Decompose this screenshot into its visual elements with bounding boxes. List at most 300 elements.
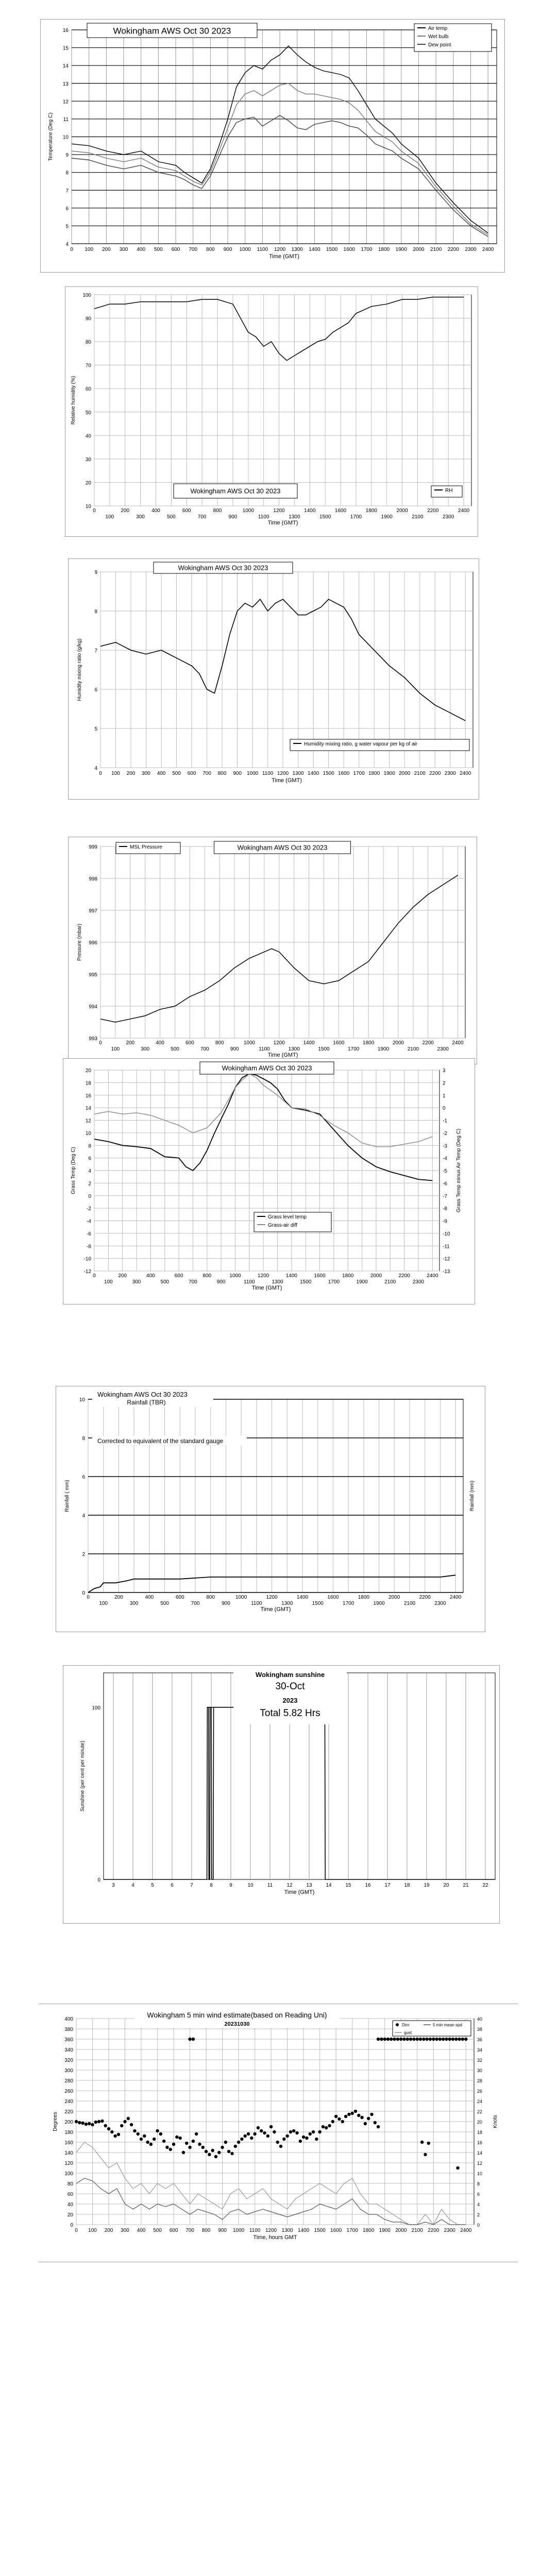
- x-tick-label: 200: [114, 1595, 123, 1600]
- chart-title: Wokingham AWS Oct 30 2023: [190, 487, 281, 495]
- y-tick-label: -6: [87, 1231, 91, 1237]
- chart-title: Wokingham AWS Oct 30 2023: [237, 843, 328, 852]
- direction-point: [94, 2121, 97, 2124]
- x-tick-label: 16: [365, 1883, 371, 1888]
- y-right-tick-label: -6: [443, 1181, 447, 1187]
- x-tick-label: 300: [142, 771, 150, 776]
- direction-point: [208, 2153, 211, 2156]
- x-tick-label: 400: [145, 1595, 154, 1600]
- y-tick-label: 996: [89, 940, 97, 946]
- y-tick-label: 5: [94, 726, 97, 732]
- y-tick-label: 12: [85, 1118, 91, 1124]
- direction-point: [435, 2038, 438, 2041]
- direction-point: [221, 2146, 224, 2149]
- direction-point: [390, 2038, 393, 2041]
- x-tick-label: 17: [384, 1883, 391, 1888]
- x-tick-label: 200: [118, 1273, 127, 1279]
- direction-point: [107, 2127, 110, 2130]
- x-tick-label: 2100: [414, 771, 426, 776]
- x-tick-label: 1800: [342, 1273, 354, 1279]
- chart-date: 30-Oct: [275, 1681, 305, 1692]
- y-tick-label: 997: [89, 908, 97, 914]
- x-tick-label: 300: [121, 2228, 129, 2233]
- direction-point: [438, 2038, 442, 2041]
- x-tick-label: 2100: [412, 514, 424, 520]
- x-tick-label: 1200: [274, 247, 286, 252]
- y-right-tick-label: 0: [477, 2223, 480, 2228]
- y-right-tick-label: -5: [443, 1168, 447, 1174]
- direction-point: [312, 2130, 315, 2133]
- x-tick-label: 700: [185, 2228, 194, 2233]
- legend-entry: Humidity mixing ratio, g water vapour per kg of air: [304, 741, 418, 747]
- direction-point: [442, 2038, 445, 2041]
- direction-point: [422, 2038, 425, 2041]
- y-tick-label: 14: [62, 63, 69, 70]
- direction-point: [117, 2133, 120, 2136]
- direction-point: [185, 2142, 188, 2145]
- x-axis-label: Time (GMT): [267, 1052, 298, 1058]
- humidity-chart: [65, 286, 478, 537]
- x-tick-label: 2000: [399, 771, 411, 776]
- y-axis-label: Degrees: [53, 2112, 58, 2131]
- direction-point: [153, 2138, 156, 2141]
- direction-point: [269, 2125, 273, 2128]
- direction-point: [100, 2120, 104, 2123]
- legend-entry: gust: [404, 2030, 412, 2035]
- chart-title: Wokingham 5 min wind estimate(based on Reading Uni): [147, 2011, 327, 2019]
- x-tick-label: 2400: [460, 771, 471, 776]
- temperature-chart: [40, 19, 505, 273]
- direction-point: [350, 2112, 353, 2115]
- x-tick-label: 2000: [370, 1273, 382, 1279]
- y-tick-label: 994: [89, 1004, 97, 1010]
- x-tick-label: 500: [160, 1279, 170, 1285]
- y-tick-label: 20: [67, 2212, 73, 2218]
- y-tick-label: 400: [64, 2016, 73, 2022]
- direction-point: [454, 2038, 458, 2041]
- direction-point: [292, 2129, 295, 2132]
- chart-title: Wokingham AWS Oct 30 2023: [97, 1391, 188, 1398]
- x-tick-label: 2300: [434, 1601, 446, 1606]
- x-tick-label: 400: [137, 247, 146, 252]
- x-tick-label: 1900: [395, 247, 407, 252]
- x-tick-label: 2300: [437, 1046, 449, 1052]
- direction-point: [412, 2038, 415, 2041]
- x-tick-label: 1700: [361, 247, 373, 252]
- direction-point: [81, 2122, 84, 2125]
- direction-point: [195, 2132, 198, 2136]
- x-tick-label: 300: [136, 514, 145, 520]
- direction-point: [380, 2038, 383, 2041]
- direction-point: [357, 2114, 360, 2117]
- direction-point: [370, 2113, 373, 2116]
- y-right-tick-label: -12: [443, 1256, 450, 1262]
- x-tick-label: 3: [112, 1883, 115, 1888]
- y-tick-label: 999: [89, 844, 97, 850]
- y-right-tick-label: -4: [443, 1156, 447, 1162]
- y-tick-label: 120: [64, 2161, 73, 2166]
- wind-chart: [52, 2009, 515, 2251]
- direction-point: [273, 2130, 276, 2133]
- direction-point: [354, 2110, 357, 2113]
- y-tick-label: 360: [64, 2037, 73, 2043]
- y-right-tick-label: -13: [443, 1269, 450, 1275]
- x-tick-label: 600: [187, 771, 196, 776]
- y-tick-label: 90: [85, 316, 91, 322]
- y-tick-label: 9: [94, 570, 97, 575]
- x-tick-label: 1300: [281, 1601, 293, 1606]
- direction-point: [409, 2038, 412, 2041]
- direction-point: [464, 2038, 467, 2041]
- x-tick-label: 100: [84, 247, 94, 252]
- x-axis-label: Time (GMT): [260, 1606, 291, 1613]
- direction-point: [97, 2120, 100, 2123]
- x-tick-label: 300: [119, 247, 128, 252]
- x-tick-label: 900: [233, 771, 242, 776]
- legend-entry: Grass level temp: [268, 1214, 307, 1220]
- direction-point: [240, 2138, 243, 2141]
- y-tick-label: 6: [65, 206, 69, 212]
- y-tick-label: 300: [64, 2068, 73, 2074]
- x-tick-label: 500: [153, 2228, 162, 2233]
- direction-point: [127, 2117, 130, 2120]
- y-tick-label: 320: [64, 2058, 73, 2063]
- direction-point: [360, 2116, 363, 2119]
- y-tick-label: 100: [92, 1705, 100, 1711]
- y-tick-label: 380: [64, 2027, 73, 2032]
- y-tick-label: -10: [83, 1256, 91, 1262]
- y-tick-label: 13: [62, 81, 69, 87]
- plot-area: [100, 572, 473, 768]
- direction-point: [427, 2142, 430, 2145]
- x-tick-label: 300: [129, 1601, 139, 1606]
- y-axis-label: Humidity mixing ratio (g/kg): [77, 638, 82, 701]
- x-tick-label: 1000: [242, 508, 254, 514]
- y-tick-label: 2: [88, 1181, 91, 1187]
- x-tick-label: 300: [132, 1279, 141, 1285]
- x-tick-label: 100: [111, 771, 120, 776]
- direction-point: [263, 2131, 266, 2134]
- x-tick-label: 700: [202, 771, 211, 776]
- direction-point: [224, 2141, 227, 2144]
- direction-point: [78, 2121, 81, 2124]
- y-axis-label: Sunshine (per cent per minute): [80, 1740, 86, 1812]
- x-tick-label: 200: [126, 1040, 135, 1046]
- y-tick-label: 15: [62, 45, 69, 52]
- direction-point: [175, 2136, 178, 2139]
- x-axis-label: Time (GMT): [284, 1889, 315, 1895]
- legend-entry: 5 min mean spd: [433, 2023, 462, 2027]
- x-tick-label: 900: [223, 247, 232, 252]
- x-tick-label: 1500: [300, 1279, 312, 1285]
- direction-point: [120, 2124, 123, 2127]
- x-tick-label: 1400: [304, 508, 316, 514]
- x-tick-label: 100: [88, 2228, 97, 2233]
- x-tick-label: 1000: [235, 1595, 247, 1600]
- direction-point: [250, 2137, 253, 2140]
- y-axis-label: Grass Temp (Deg C): [71, 1147, 76, 1194]
- x-tick-label: 700: [197, 514, 207, 520]
- plot-area: [94, 295, 471, 506]
- x-tick-label: 1300: [272, 1279, 283, 1285]
- x-tick-label: 1400: [298, 2228, 310, 2233]
- x-tick-label: 1100: [244, 1279, 255, 1285]
- x-tick-label: 0: [93, 1273, 96, 1279]
- x-tick-label: 700: [200, 1046, 209, 1052]
- x-tick-label: 600: [182, 508, 191, 514]
- x-tick-label: 22: [482, 1883, 488, 1888]
- x-tick-label: 1200: [258, 1273, 269, 1279]
- direction-point: [201, 2146, 205, 2149]
- chart-total: Total 5.82 Hrs: [260, 1708, 320, 1719]
- y-right-tick-label: 6: [477, 2192, 480, 2197]
- direction-point: [318, 2130, 321, 2133]
- rainfall-chart: [56, 1386, 485, 1632]
- x-tick-label: 1700: [343, 1601, 354, 1606]
- y-tick-label: 8: [94, 609, 97, 615]
- y-tick-label: 8: [88, 1143, 91, 1149]
- x-tick-label: 5: [151, 1883, 154, 1888]
- direction-point: [172, 2143, 175, 2146]
- x-tick-label: 1200: [265, 2228, 277, 2233]
- y-tick-label: 14: [85, 1106, 91, 1112]
- x-tick-label: 500: [171, 1046, 179, 1052]
- y-tick-label: 0: [88, 1193, 91, 1199]
- y-tick-label: 20: [85, 1068, 91, 1074]
- x-tick-label: 100: [99, 1601, 108, 1606]
- x-tick-label: 1100: [259, 1046, 270, 1052]
- direction-point: [396, 2038, 399, 2041]
- x-tick-label: 1100: [262, 771, 274, 776]
- y-tick-label: 0: [70, 2223, 73, 2228]
- y-tick-label: 10: [62, 134, 69, 141]
- direction-point: [456, 2166, 459, 2170]
- x-tick-label: 2000: [413, 247, 425, 252]
- direction-point: [178, 2137, 181, 2140]
- y-right-tick-label: 32: [477, 2058, 483, 2063]
- direction-point: [282, 2138, 285, 2141]
- x-tick-label: 2300: [465, 247, 477, 252]
- x-tick-label: 600: [185, 1040, 194, 1046]
- y-right-tick-label: 40: [477, 2016, 483, 2022]
- direction-point: [406, 2038, 409, 2041]
- x-tick-label: 900: [228, 514, 238, 520]
- x-tick-label: 0: [93, 508, 96, 514]
- y-tick-label: 6: [88, 1156, 91, 1162]
- y-right-tick-label: 16: [477, 2140, 483, 2145]
- y-right-axis-label: Rainfall (mm): [469, 1480, 475, 1512]
- direction-point: [188, 2038, 191, 2041]
- y-axis-label: Pressure (mbar): [77, 923, 82, 961]
- x-tick-label: 1300: [289, 514, 300, 520]
- y-right-tick-label: 22: [477, 2109, 483, 2114]
- y-tick-label: 5: [65, 224, 69, 230]
- x-tick-label: 800: [206, 247, 215, 252]
- x-tick-label: 0: [75, 2228, 78, 2233]
- x-tick-label: 100: [105, 514, 114, 520]
- x-tick-label: 700: [189, 247, 198, 252]
- x-tick-label: 1400: [308, 771, 319, 776]
- direction-point: [328, 2124, 331, 2127]
- direction-point: [458, 2038, 461, 2041]
- y-tick-label: 12: [62, 99, 69, 105]
- x-tick-label: 4: [131, 1883, 134, 1888]
- y-tick-label: 6: [82, 1475, 85, 1480]
- x-tick-label: 1700: [350, 514, 362, 520]
- direction-point: [192, 2038, 195, 2041]
- x-tick-label: 1200: [277, 771, 289, 776]
- x-tick-label: 1300: [288, 1046, 300, 1052]
- direction-point: [276, 2141, 279, 2144]
- chart-title: Wokingham AWS Oct 30 2023: [113, 26, 231, 36]
- x-tick-label: 100: [104, 1279, 113, 1285]
- x-tick-label: 800: [213, 508, 222, 514]
- y-right-tick-label: 34: [477, 2047, 483, 2053]
- x-tick-label: 2200: [429, 771, 441, 776]
- y-right-tick-label: 0: [443, 1106, 446, 1112]
- y-right-tick-label: 36: [477, 2037, 483, 2042]
- legend-entry: Air temp: [428, 26, 448, 31]
- x-tick-label: 1200: [266, 1595, 278, 1600]
- x-tick-label: 500: [167, 514, 176, 520]
- direction-point: [75, 2120, 78, 2123]
- direction-point: [309, 2132, 312, 2136]
- x-tick-label: 1100: [249, 2228, 261, 2233]
- direction-point: [182, 2151, 185, 2154]
- direction-point: [377, 2038, 380, 2041]
- x-tick-label: 2400: [427, 1273, 438, 1279]
- direction-point: [165, 2146, 168, 2149]
- y-tick-label: 160: [64, 2140, 73, 2146]
- y-tick-label: 30: [85, 456, 91, 463]
- y-axis-label: Rainfall ( mm): [64, 1480, 70, 1512]
- y-right-tick-label: 26: [477, 2089, 483, 2094]
- x-tick-label: 2000: [396, 508, 408, 514]
- x-tick-label: 2100: [407, 1046, 419, 1052]
- x-tick-label: 11: [267, 1883, 273, 1888]
- x-tick-label: 15: [345, 1883, 351, 1888]
- direction-point: [425, 2038, 428, 2041]
- y-tick-label: 4: [82, 1513, 85, 1519]
- chart-title: Wokingham sunshine: [255, 1671, 325, 1679]
- direction-point: [424, 2153, 427, 2156]
- x-tick-label: 1500: [314, 2228, 326, 2233]
- legend-entry: Grass-air diff: [268, 1223, 298, 1228]
- direction-point: [445, 2038, 448, 2041]
- y-right-tick-label: 14: [477, 2150, 483, 2156]
- direction-point: [234, 2145, 237, 2148]
- x-tick-label: 400: [151, 508, 160, 514]
- x-tick-label: 900: [218, 2228, 227, 2233]
- y-axis-label: Relative humidity (%): [71, 376, 76, 425]
- x-tick-label: 500: [154, 247, 163, 252]
- y-tick-label: 6: [94, 687, 97, 693]
- y-right-tick-label: -10: [443, 1231, 450, 1237]
- y-tick-label: 140: [64, 2150, 73, 2156]
- x-tick-label: 0: [99, 1040, 102, 1046]
- y-right-tick-label: 2: [443, 1080, 446, 1087]
- direction-point: [347, 2113, 350, 2116]
- x-tick-label: 8: [210, 1883, 213, 1888]
- x-tick-label: 1900: [383, 771, 395, 776]
- y-right-tick-label: 30: [477, 2068, 483, 2073]
- y-tick-label: 993: [89, 1036, 97, 1042]
- x-tick-label: 12: [286, 1883, 293, 1888]
- x-tick-label: 1000: [239, 247, 251, 252]
- direction-point: [432, 2038, 435, 2041]
- x-tick-label: 0: [70, 247, 73, 252]
- x-axis-label: Time (GMT): [269, 253, 299, 260]
- y-right-tick-label: 8: [477, 2181, 480, 2187]
- x-tick-label: 2300: [412, 1279, 425, 1285]
- direction-point: [420, 2141, 424, 2144]
- y-tick-label: 7: [65, 188, 69, 194]
- direction-point: [156, 2129, 159, 2132]
- x-tick-label: 1700: [353, 771, 365, 776]
- direction-point: [419, 2038, 422, 2041]
- y-tick-label: 200: [64, 2120, 73, 2125]
- y-tick-label: 10: [85, 504, 91, 510]
- x-tick-label: 2400: [458, 508, 470, 514]
- chart-year: 2023: [282, 1697, 298, 1704]
- direction-point: [305, 2137, 308, 2140]
- y-tick-label: 0: [97, 1877, 100, 1883]
- x-axis-label: Time (GMT): [267, 520, 298, 526]
- direction-point: [285, 2134, 289, 2138]
- direction-point: [331, 2120, 334, 2123]
- x-tick-label: 1600: [338, 771, 350, 776]
- x-tick-label: 2100: [411, 2228, 423, 2233]
- x-tick-label: 1700: [328, 1279, 340, 1285]
- direction-point: [140, 2138, 143, 2141]
- grass-temperature-chart: [63, 1058, 475, 1304]
- x-tick-label: 19: [424, 1883, 430, 1888]
- x-tick-label: 600: [171, 247, 180, 252]
- y-right-tick-label: -2: [443, 1130, 447, 1137]
- direction-point: [211, 2149, 214, 2152]
- x-tick-label: 2200: [428, 2228, 439, 2233]
- x-tick-label: 18: [404, 1883, 410, 1888]
- direction-point: [337, 2117, 341, 2121]
- direction-point: [399, 2038, 402, 2041]
- x-tick-label: 1300: [281, 2228, 293, 2233]
- x-tick-label: 1400: [309, 247, 320, 252]
- y-right-tick-label: 24: [477, 2099, 483, 2104]
- direction-point: [260, 2129, 263, 2132]
- plot-area: [88, 1399, 463, 1592]
- y-tick-label: 220: [64, 2109, 73, 2115]
- x-tick-label: 900: [230, 1046, 239, 1052]
- chart-subtitle: 20231030: [224, 2021, 250, 2027]
- direction-point: [299, 2140, 302, 2143]
- y-tick-label: -4: [87, 1218, 91, 1225]
- y-right-tick-label: 3: [443, 1068, 446, 1074]
- y-tick-label: 8: [65, 170, 69, 176]
- x-tick-label: 2100: [384, 1279, 396, 1285]
- x-tick-label: 2200: [427, 508, 439, 514]
- y-tick-label: 4: [88, 1168, 91, 1174]
- y-tick-label: 40: [67, 2202, 73, 2208]
- x-tick-label: 6: [171, 1883, 174, 1888]
- y-right-tick-label: 28: [477, 2078, 483, 2083]
- sunshine-chart: [63, 1665, 500, 1924]
- y-right-axis-label: Grass Temp minus Air Temp (Deg C): [456, 1128, 462, 1213]
- chart-subtitle: Rainfall (TBR): [127, 1399, 166, 1406]
- y-tick-label: 60: [85, 386, 91, 393]
- x-tick-label: 800: [215, 1040, 224, 1046]
- x-tick-label: 1800: [358, 1595, 369, 1600]
- x-tick-label: 1600: [334, 508, 347, 514]
